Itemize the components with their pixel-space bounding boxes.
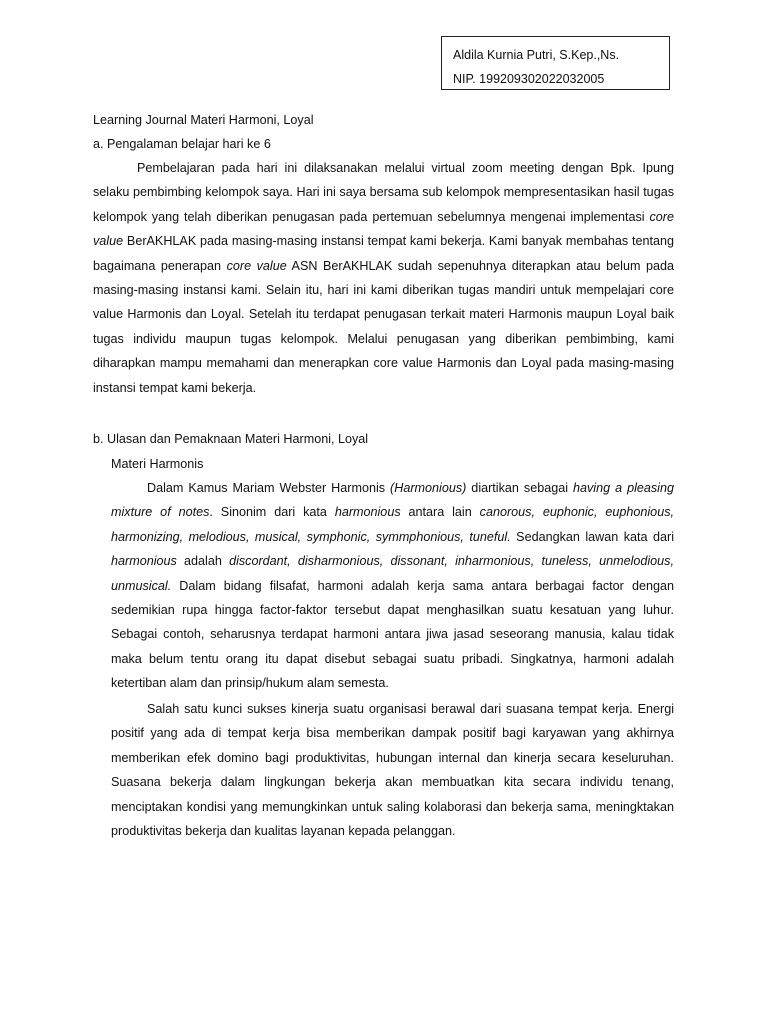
text-run: ASN BerAKHLAK sudah sepenuhnya diterapkan atau belum pada masing-masing instansi kami. Selain itu, hari ini kami diberikan tugas mandiri untuk mempelajari core value Harmonis dan Loyal. Setelah itu terdapat penugasan terkait materi Harmonis maupun Loyal baik tugas individu maupun tugas kelompok. Melalui penugasan yang diberikan pembimbing, kami diharapkan mampu memahami dan menerapkan core value Harmonis dan Loyal pada masing-masing instansi tempat kami bekerja. [93, 258, 674, 395]
text-run: . Sinonim dari kata [209, 505, 335, 520]
italic-term: harmonious [111, 554, 177, 569]
section-b-paragraph-1 [111, 476, 674, 696]
italic-term: discordant, disharmonious, dissonant, inharmonious, tuneless, unmelodious, unmusical. [111, 554, 674, 593]
section-a-paragraph [93, 156, 674, 400]
text-run: Sedangkan lawan kata dari [510, 529, 674, 544]
text-run: antara lain [400, 505, 480, 520]
italic-term: core value [93, 209, 674, 249]
document-title: Learning Journal Materi Harmoni, Loyal [93, 113, 314, 127]
text-run: adalah [176, 554, 230, 569]
italic-term: having a pleasing mixture of notes [111, 481, 674, 520]
text-run: Dalam bidang filsafat, harmoni adalah kerja sama antara berbagai factor dengan sedemikian rupa hingga factor-faktor tersebut dapat menghasilkan suatu kesatuan yang luhur. Sebagai contoh, seharusnya terdapat harmoni antara jiwa jasad seseorang manusia, kalau tidak maka belum tentu orang itu dapat disebut sebagai suatu pribadi. Singkatnya, harmoni adalah ketertiban alam dan prinsip/hukum alam semesta. [111, 578, 674, 691]
paragraph-text: Salah satu kunci sukses kinerja suatu organisasi berawal dari suasana tempat kerja. Energi positif yang ada di tempat kerja bisa memberikan dampak positif bagi karyawan yang akhirnya memberikan efek domino bagi produktivitas, hubungan internal dan kinerja secara keseluruhan. Suasana bekerja dalam lingkungan bekerja akan membuatkan kita secara individu tenang, menciptakan kondisi yang memungkinkan untuk saling kolaborasi dan bekerja sama, meningktakan produktivitas bekerja dan kualitas layanan kepada pelanggan. [111, 702, 674, 839]
author-name: Aldila Kurnia Putri, S.Kep.,Ns. [453, 48, 620, 62]
text-run: Pembelajaran pada hari ini dilaksanakan melalui virtual zoom meeting dengan Bpk. Ipung selaku pembimbing kelompok saya. Hari ini saya bersama sub kelompok mempresentasikan hasil tugas kelompok yang telah diberikan penugasan pada pertemuan sebelumnya mengenai implementasi [93, 161, 674, 224]
author-info-box [441, 36, 670, 90]
text-run: BerAKHLAK pada masing-masing instansi tempat kami bekerja. Kami banyak membahas tentang bagaimana penerapan [93, 234, 674, 273]
italic-term: (Harmonious) [390, 481, 467, 495]
author-nip: NIP. 199209302022032005 [453, 72, 605, 86]
section-b-paragraph-2 [111, 697, 674, 843]
text-run: Dalam Kamus Mariam Webster Harmonis [147, 481, 391, 495]
materi-harmonis-heading: Materi Harmonis [111, 457, 204, 471]
section-a-heading: a. Pengalaman belajar hari ke 6 [93, 137, 271, 151]
italic-term: harmonious [334, 505, 401, 520]
italic-term: core value [226, 258, 287, 273]
section-b-heading: b. Ulasan dan Pemaknaan Materi Harmoni, Loyal [93, 432, 369, 446]
text-run: diartikan sebagai [466, 481, 573, 495]
italic-term: canorous, euphonic, euphonious, harmonizing, melodious, musical, symphonic, symmphonious, tuneful. [111, 505, 674, 544]
